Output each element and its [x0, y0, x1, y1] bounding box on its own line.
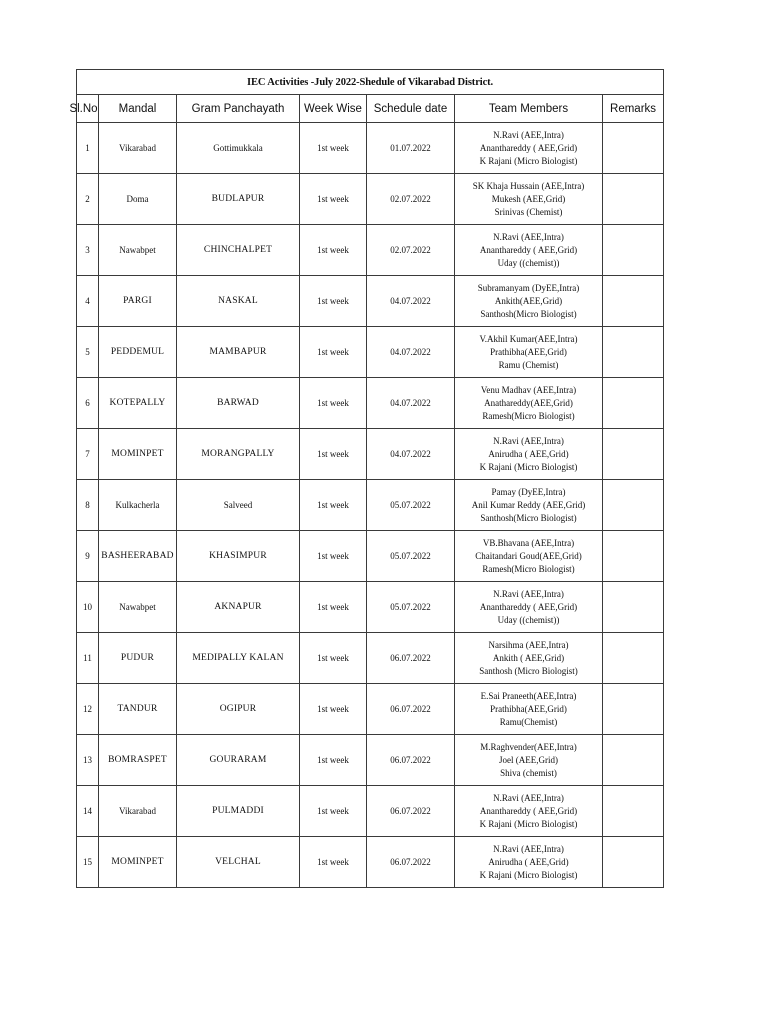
- table-row: [77, 531, 664, 582]
- team-member: N.Ravi (AEE,Intra): [493, 129, 564, 140]
- cell-team-members: [455, 837, 603, 888]
- cell-slno: 5: [77, 327, 99, 378]
- schedule-table: [69, 69, 664, 888]
- cell-week-wise: 1st week: [300, 735, 367, 786]
- table-row: [77, 837, 664, 888]
- cell-week-wise: 1st week: [300, 837, 367, 888]
- team-member: Subramanyam (DyEE,Intra): [477, 282, 580, 293]
- cell-mandal: PARGI: [99, 276, 177, 327]
- cell-mandal: BOMRASPET: [99, 735, 177, 786]
- team-member: Srinivas (Chemist): [494, 206, 563, 217]
- cell-gram-panchayath: Salveed: [177, 480, 300, 531]
- cell-week-wise: 1st week: [300, 378, 367, 429]
- team-member: Santhosh(Micro Biologist): [480, 308, 577, 319]
- cell-gram-panchayath: MAMBAPUR: [177, 327, 300, 378]
- header-week-wise: Week Wise: [300, 95, 367, 123]
- cell-mandal: KOTEPALLY: [99, 378, 177, 429]
- cell-team-members: [455, 786, 603, 837]
- team-member: Prathibha(AEE,Grid): [490, 703, 567, 714]
- team-member: Chaitandari Goud(AEE,Grid): [475, 550, 582, 561]
- cell-week-wise: 1st week: [300, 174, 367, 225]
- cell-team-members: [455, 531, 603, 582]
- title-row: [77, 70, 664, 95]
- cell-remarks: [603, 633, 664, 684]
- header-remarks: Remarks: [603, 95, 664, 123]
- cell-mandal: TANDUR: [99, 684, 177, 735]
- table-row: [77, 480, 664, 531]
- cell-team-members: [455, 429, 603, 480]
- cell-gram-panchayath: GOURARAM: [177, 735, 300, 786]
- cell-team-members: [455, 174, 603, 225]
- cell-gram-panchayath: BUDLAPUR: [177, 174, 300, 225]
- team-member: Anirudha ( AEE,Grid): [488, 448, 569, 459]
- team-member: Ankith ( AEE,Grid): [492, 652, 565, 663]
- cell-gram-panchayath: AKNAPUR: [177, 582, 300, 633]
- cell-slno: 8: [77, 480, 99, 531]
- cell-slno: 11: [77, 633, 99, 684]
- cell-schedule-date: 05.07.2022: [367, 582, 455, 633]
- cell-slno: 7: [77, 429, 99, 480]
- cell-schedule-date: 05.07.2022: [367, 531, 455, 582]
- cell-gram-panchayath: NASKAL: [177, 276, 300, 327]
- cell-slno: 2: [77, 174, 99, 225]
- header-team-members: Team Members: [455, 95, 603, 123]
- cell-schedule-date: 02.07.2022: [367, 174, 455, 225]
- cell-gram-panchayath: BARWAD: [177, 378, 300, 429]
- cell-week-wise: 1st week: [300, 123, 367, 174]
- cell-gram-panchayath: KHASIMPUR: [177, 531, 300, 582]
- cell-team-members: [455, 123, 603, 174]
- table-row: [77, 735, 664, 786]
- team-member: K Rajani (Micro Biologist): [479, 461, 578, 472]
- cell-schedule-date: 06.07.2022: [367, 786, 455, 837]
- cell-mandal: MOMINPET: [99, 429, 177, 480]
- cell-remarks: [603, 837, 664, 888]
- cell-mandal: PUDUR: [99, 633, 177, 684]
- cell-schedule-date: 04.07.2022: [367, 378, 455, 429]
- cell-schedule-date: 04.07.2022: [367, 276, 455, 327]
- team-member: V.Akhil Kumar(AEE,Intra): [479, 333, 578, 344]
- cell-remarks: [603, 123, 664, 174]
- cell-schedule-date: 01.07.2022: [367, 123, 455, 174]
- team-member: N.Ravi (AEE,Intra): [493, 435, 564, 446]
- cell-schedule-date: 06.07.2022: [367, 837, 455, 888]
- team-member: Pamay (DyEE,Intra): [491, 486, 566, 497]
- table-row: [77, 582, 664, 633]
- team-member: Ramesh(Micro Biologist): [482, 410, 575, 421]
- cell-gram-panchayath: PULMADDI: [177, 786, 300, 837]
- cell-remarks: [603, 378, 664, 429]
- table-row: [77, 276, 664, 327]
- team-member: Ananthareddy ( AEE,Grid): [479, 244, 578, 255]
- cell-schedule-date: 04.07.2022: [367, 429, 455, 480]
- header-gram-panchayath: Gram Panchayath: [177, 95, 300, 123]
- team-member: N.Ravi (AEE,Intra): [493, 843, 564, 854]
- cell-mandal: Nawabpet: [99, 225, 177, 276]
- cell-gram-panchayath: CHINCHALPET: [177, 225, 300, 276]
- cell-remarks: [603, 735, 664, 786]
- header-schedule-date: Schedule date: [367, 95, 455, 123]
- team-member: Santhosh(Micro Biologist): [480, 512, 577, 523]
- table-row: [77, 786, 664, 837]
- team-member: Joel (AEE,Grid): [499, 754, 558, 765]
- cell-week-wise: 1st week: [300, 480, 367, 531]
- cell-team-members: [455, 735, 603, 786]
- team-member: M.Raghvender(AEE,Intra): [480, 741, 577, 752]
- cell-remarks: [603, 276, 664, 327]
- cell-slno: 3: [77, 225, 99, 276]
- cell-remarks: [603, 225, 664, 276]
- table-row: [77, 123, 664, 174]
- team-member: Narsihma (AEE,Intra): [488, 639, 569, 650]
- cell-team-members: [455, 480, 603, 531]
- table-body: [77, 123, 664, 888]
- cell-slno: 4: [77, 276, 99, 327]
- team-member: Santhosh (Micro Biologist): [479, 665, 578, 676]
- cell-slno: 15: [77, 837, 99, 888]
- team-member: Ananthareddy ( AEE,Grid): [479, 142, 578, 153]
- cell-slno: 14: [77, 786, 99, 837]
- cell-week-wise: 1st week: [300, 327, 367, 378]
- cell-team-members: [455, 633, 603, 684]
- cell-mandal: Vikarabad: [99, 123, 177, 174]
- cell-remarks: [603, 174, 664, 225]
- cell-mandal: BASHEERABAD: [99, 531, 177, 582]
- header-row: [77, 95, 664, 123]
- cell-remarks: [603, 684, 664, 735]
- table-row: [77, 633, 664, 684]
- cell-mandal: MOMINPET: [99, 837, 177, 888]
- cell-team-members: [455, 582, 603, 633]
- cell-week-wise: 1st week: [300, 276, 367, 327]
- cell-slno: 12: [77, 684, 99, 735]
- cell-mandal: Kulkacherla: [99, 480, 177, 531]
- team-member: N.Ravi (AEE,Intra): [493, 231, 564, 242]
- team-member: Ramesh(Micro Biologist): [482, 563, 575, 574]
- team-member: Venu Madhav (AEE,Intra): [480, 384, 577, 395]
- team-member: Uday ((chemist)): [497, 614, 560, 625]
- cell-schedule-date: 06.07.2022: [367, 684, 455, 735]
- cell-week-wise: 1st week: [300, 684, 367, 735]
- cell-gram-panchayath: MEDIPALLY KALAN: [177, 633, 300, 684]
- team-member: SK Khaja Hussain (AEE,Intra): [472, 180, 585, 191]
- team-member: K Rajani (Micro Biologist): [479, 869, 578, 880]
- team-member: E.Sai Praneeth(AEE,Intra): [480, 690, 577, 701]
- team-member: Ankith(AEE,Grid): [494, 295, 563, 306]
- cell-schedule-date: 06.07.2022: [367, 633, 455, 684]
- cell-remarks: [603, 480, 664, 531]
- team-member: K Rajani (Micro Biologist): [479, 155, 578, 166]
- team-member: Ramu(Chemist): [499, 716, 558, 727]
- table-row: [77, 684, 664, 735]
- cell-remarks: [603, 327, 664, 378]
- team-member: Ananthareddy ( AEE,Grid): [479, 601, 578, 612]
- cell-week-wise: 1st week: [300, 633, 367, 684]
- team-member: K Rajani (Micro Biologist): [479, 818, 578, 829]
- team-member: VB.Bhavana (AEE,Intra): [482, 537, 575, 548]
- cell-week-wise: 1st week: [300, 582, 367, 633]
- cell-remarks: [603, 786, 664, 837]
- cell-week-wise: 1st week: [300, 225, 367, 276]
- cell-slno: 10: [77, 582, 99, 633]
- cell-mandal: Nawabpet: [99, 582, 177, 633]
- cell-gram-panchayath: Gottimukkala: [177, 123, 300, 174]
- cell-team-members: [455, 225, 603, 276]
- cell-slno: 9: [77, 531, 99, 582]
- cell-gram-panchayath: VELCHAL: [177, 837, 300, 888]
- team-member: Shiva (chemist): [500, 767, 557, 778]
- table-row: [77, 378, 664, 429]
- cell-slno: 13: [77, 735, 99, 786]
- cell-mandal: PEDDEMUL: [99, 327, 177, 378]
- cell-week-wise: 1st week: [300, 786, 367, 837]
- cell-remarks: [603, 582, 664, 633]
- cell-schedule-date: 05.07.2022: [367, 480, 455, 531]
- cell-mandal: Vikarabad: [99, 786, 177, 837]
- table-row: [77, 225, 664, 276]
- cell-week-wise: 1st week: [300, 429, 367, 480]
- cell-remarks: [603, 531, 664, 582]
- team-member: Ananthareddy ( AEE,Grid): [479, 805, 578, 816]
- team-member: Anathareddy(AEE,Grid): [484, 397, 573, 408]
- cell-team-members: [455, 378, 603, 429]
- cell-schedule-date: 04.07.2022: [367, 327, 455, 378]
- cell-schedule-date: 02.07.2022: [367, 225, 455, 276]
- cell-team-members: [455, 684, 603, 735]
- cell-remarks: [603, 429, 664, 480]
- team-member: N.Ravi (AEE,Intra): [493, 792, 564, 803]
- team-member: N.Ravi (AEE,Intra): [493, 588, 564, 599]
- table-row: [77, 429, 664, 480]
- document-title: IEC Activities -July 2022-Shedule of Vikarabad District.: [77, 70, 664, 95]
- cell-gram-panchayath: MORANGPALLY: [177, 429, 300, 480]
- header-slno: Sl.No: [77, 95, 99, 123]
- cell-team-members: [455, 276, 603, 327]
- team-member: Prathibha(AEE,Grid): [490, 346, 567, 357]
- table-row: [77, 174, 664, 225]
- table-row: [77, 327, 664, 378]
- team-member: Uday ((chemist)): [497, 257, 560, 268]
- cell-slno: 6: [77, 378, 99, 429]
- cell-schedule-date: 06.07.2022: [367, 735, 455, 786]
- cell-gram-panchayath: OGIPUR: [177, 684, 300, 735]
- cell-mandal: Doma: [99, 174, 177, 225]
- team-member: Anirudha ( AEE,Grid): [488, 856, 569, 867]
- cell-week-wise: 1st week: [300, 531, 367, 582]
- team-member: Anil Kumar Reddy (AEE,Grid): [471, 499, 586, 510]
- header-mandal: Mandal: [99, 95, 177, 123]
- cell-team-members: [455, 327, 603, 378]
- cell-slno: 1: [77, 123, 99, 174]
- team-member: Ramu (Chemist): [498, 359, 559, 370]
- team-member: Mukesh (AEE,Grid): [491, 193, 566, 204]
